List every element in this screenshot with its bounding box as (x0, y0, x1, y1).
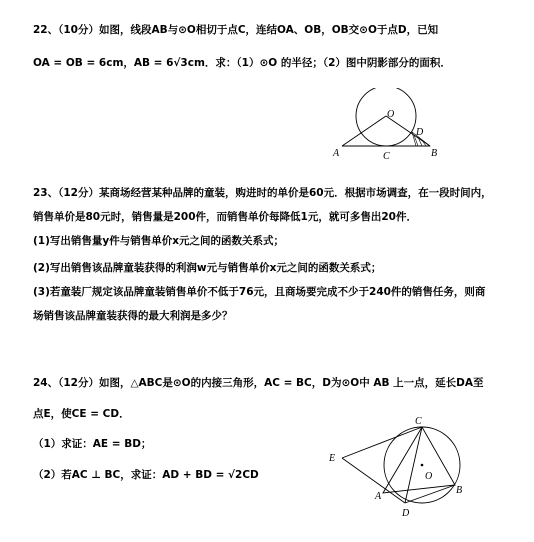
q24-label-b: B (456, 485, 463, 496)
q24-segment-cd (405, 427, 422, 503)
q24-label-o: O (425, 471, 433, 482)
q24-segment-de (342, 458, 405, 503)
q23-line3: (1)写出销售量y件与销售单价x元之间的函数关系式； (33, 235, 285, 247)
q23-line6: 场销售该品牌童装获得的最大利润是多少？ (33, 310, 233, 322)
q22-label-b: B (431, 148, 438, 159)
q22-label-o: O (387, 109, 395, 120)
q22-circle (356, 88, 416, 146)
q22-label-c: C (383, 151, 390, 162)
q22-line1: 22、（10分）如图，线段AB与⊙O相切于点C，连结OA、OB，OB交⊙O于点D，已知 (33, 24, 439, 36)
q22-label-a: A (333, 148, 340, 159)
q24-line2: 点E，使CE = CD． (33, 408, 130, 420)
q23-line5: (3)若童装厂规定该品牌童装销售单价不低于76元，且商场要完成不少于240件的销售任务，则商 (33, 286, 486, 298)
q23-line4: (2)写出销售该品牌童装获得的利润w元与销售单价x元之间的函数关系式； (33, 262, 382, 274)
q22-line2: OA = OB = 6cm，AB = 6√3cm．求：（1）⊙O 的半径；（2）图中阴影部分的面积． (33, 57, 451, 69)
q23-line2: 销售单价是80元时，销售量是200件，而销售单价每降低1元，就可多售出20件． (33, 211, 417, 223)
q24-label-e: E (329, 453, 336, 464)
q24-segment-ce (342, 427, 422, 458)
q24-line4: （2）若AC ⊥ BC，求证：AD + BD = √2CD (33, 469, 259, 481)
q24-label-c: C (415, 416, 422, 427)
q24-line3: （1）求证：AE = BD； (33, 438, 152, 450)
q24-center-point (421, 464, 424, 467)
q24-line1: 24、（12分）如图，△ABC是⊙O的内接三角形，AC = BC，D为⊙O中 AB 上一点，延长DA至 (33, 377, 484, 389)
q22-label-d: D (416, 127, 424, 138)
q24-label-d: D (402, 508, 410, 519)
q22-segment-oa (342, 116, 386, 146)
q22-segment-ob (386, 116, 430, 146)
q24-triangle-abc (383, 427, 455, 493)
q24-figure (326, 415, 466, 525)
q24-label-a: A (375, 491, 382, 502)
q22-figure (330, 88, 445, 164)
q23-line1: 23、（12分）某商场经营某种品牌的童装，购进时的单价是60元．根据市场调查，在一段时间内， (33, 187, 492, 199)
